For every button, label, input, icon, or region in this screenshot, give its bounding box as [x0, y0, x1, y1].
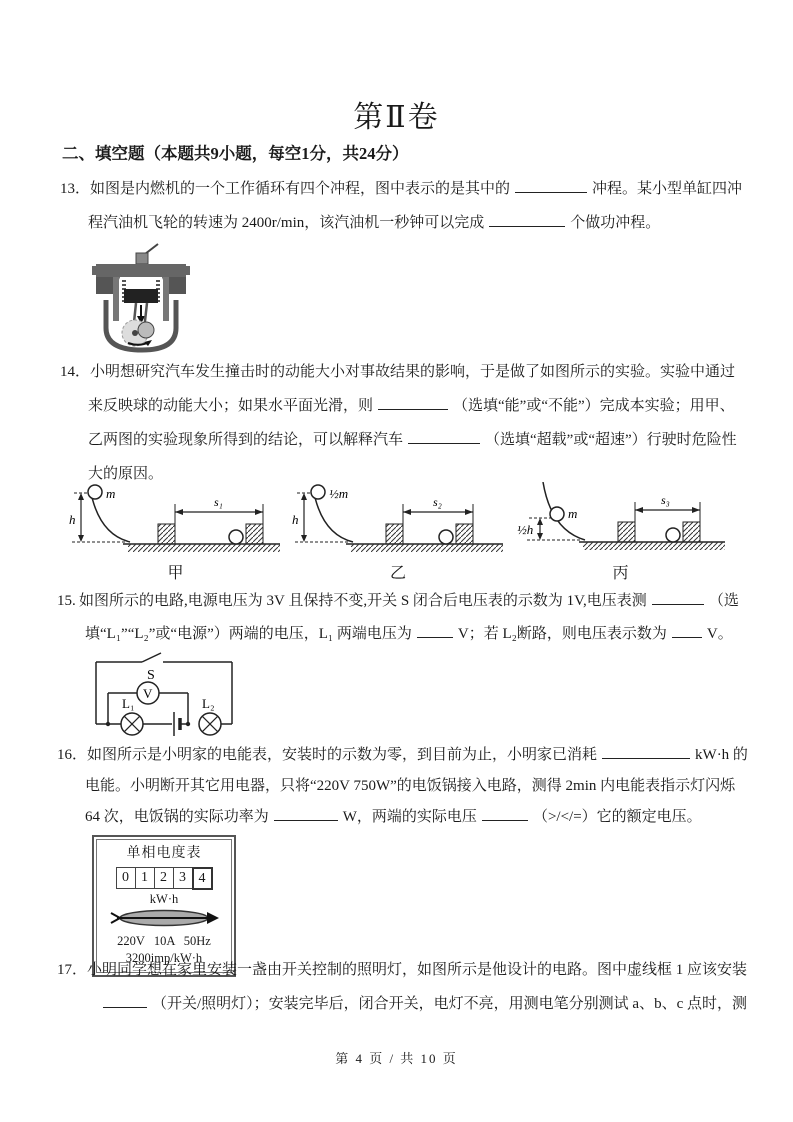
figure-jia-diagram: [68, 482, 283, 558]
meter-unit: kW·h: [149, 891, 179, 906]
question-16-number: 16．: [57, 747, 88, 763]
question-14-number: 14．: [60, 364, 91, 380]
figure-yi-diagram: [291, 482, 506, 558]
figure-jia-caption: 甲: [167, 565, 184, 582]
figure-yi-caption: 乙: [389, 565, 406, 582]
question-13-text: 如图是内燃机的一个工作循环有四个冲程，图中表示的是其中的: [90, 181, 511, 197]
page-footer: 第 4 页 / 共 10 页: [335, 1051, 458, 1066]
question-13-text: 冲程。某小型单缸四冲: [592, 181, 743, 197]
question-14-text: 小明想研究汽车发生撞击时的动能大小对事故结果的影响，于是做了如图所示的实验。实验中通过: [90, 364, 736, 380]
question-17-line-2: [57, 987, 747, 1021]
figure-bing-diagram: [513, 482, 728, 558]
question-13-line-1: [60, 172, 750, 206]
svg-text:s₃: s₃: [661, 493, 670, 507]
blank-field: [103, 992, 147, 1008]
svg-text:L₁: L₁: [122, 696, 135, 711]
blank-field: [417, 622, 453, 638]
question-15-number: 15.: [57, 593, 76, 609]
question-14-text: 来反映球的动能大小；如果水平面光滑，则: [88, 398, 374, 414]
question-17-text: 小明同学想在家里安装一盏由开关控制的照明灯，如图所示是他设计的电路。图中虚线框 1 应该安装: [87, 962, 748, 978]
blank-field: [378, 394, 448, 410]
blank-field: [408, 428, 480, 444]
question-13: [60, 172, 750, 240]
meter-digit: 0: [116, 867, 135, 889]
question-14-text: （选填“超载”或“超速”）行驶时危险性: [485, 432, 737, 448]
meter-digit: 2: [154, 867, 173, 889]
meter-title: 单相电度表: [126, 846, 202, 861]
question-15-line-1: [57, 585, 747, 618]
question-14-line-2: [60, 389, 750, 423]
question-16-line-3: [57, 802, 747, 833]
question-15-text: （选: [708, 593, 739, 609]
question-16-text: W，两端的实际电压: [342, 809, 477, 825]
svg-text:V: V: [143, 686, 153, 701]
question-13-number: 13．: [60, 181, 91, 197]
blank-field: [482, 805, 528, 821]
question-16: [57, 740, 747, 833]
meter-disk-icon: [107, 908, 221, 928]
figure-bing: [513, 482, 728, 583]
svg-text:s₂: s₂: [432, 495, 442, 509]
question-16-text: kW·h 的: [695, 747, 748, 763]
question-13-line-2: [60, 206, 750, 240]
question-16-line-1: [57, 740, 747, 771]
figure-bing-caption: 丙: [612, 565, 629, 582]
question-15-text: V。: [706, 626, 733, 642]
question-14-text: 乙两图的实验现象所得到的结论，可以解释汽车: [88, 432, 404, 448]
engine-diagram: [86, 242, 198, 354]
question-17-text: （开关/照明灯）；安装完毕后，闭合开关，电灯不亮，用测电笔分别测试 a、b、c 点时，测: [152, 996, 747, 1012]
question-16-text: 64 次，电饭锅的实际功率为: [85, 809, 269, 825]
svg-text:S: S: [147, 668, 155, 683]
question-14-text: （选填“能”或“不能”）完成本实验；用甲、: [453, 398, 735, 414]
question-15-text: 填“L₁”“L₂”或“电源”）两端的电压，L₁ 两端电压为: [85, 626, 412, 642]
question-16-text: 如图所示是小明家的电能表，安装时的示数为零，到目前为止，小明家已消耗: [87, 747, 598, 763]
svg-text:L₂: L₂: [202, 696, 215, 711]
question-14-text: 大的原因。: [88, 466, 164, 482]
meter-imp-rate: 3200imp/kW·h: [125, 950, 203, 965]
blank-field: [489, 211, 565, 227]
question-16-line-2: [57, 771, 747, 802]
blank-field: [274, 805, 338, 821]
blank-field: [602, 743, 690, 759]
figure-yi: [291, 482, 506, 583]
svg-text:h: h: [291, 512, 298, 527]
question-16-text: 电能。小明断开其它用电器，只将“220V 750W”的电饭锅接入电路，测得 2min 内电能表指示灯闪烁: [85, 778, 736, 794]
page-title: 第Ⅱ卷: [353, 101, 440, 134]
question-15-text: V；若 L₂断路，则电压表示数为: [457, 626, 667, 642]
experiment-figures: [68, 482, 728, 583]
meter-digit: 4: [192, 867, 213, 890]
question-14-line-3: [60, 423, 750, 457]
meter-digit: 1: [135, 867, 154, 889]
question-17: [57, 953, 747, 1021]
svg-text:s₁: s₁: [214, 495, 223, 509]
svg-text:½m: ½m: [328, 486, 348, 501]
meter-digit: 3: [173, 867, 192, 889]
meter-digit-register: [101, 867, 227, 890]
circuit-figure: [84, 646, 244, 743]
section-header: 二、填空题（本题共9小题，每空1分，共24分）: [62, 144, 409, 163]
engine-figure: [86, 242, 198, 359]
figure-jia: [68, 482, 283, 583]
blank-field: [672, 622, 702, 638]
question-17-number: 17．: [57, 962, 88, 978]
blank-field: [515, 177, 587, 193]
question-13-text: 程汽油机飞轮的转速为 2400r/min，该汽油机一秒钟可以完成: [88, 215, 485, 231]
question-17-line-1: [57, 953, 747, 987]
question-13-text: 个做功冲程。: [570, 215, 661, 231]
question-14: [60, 355, 750, 491]
question-16-text: （>/</=）它的额定电压。: [532, 809, 702, 825]
svg-text:m: m: [568, 506, 578, 521]
svg-text:m: m: [106, 486, 116, 501]
svg-text:h: h: [69, 512, 76, 527]
circuit-diagram: [84, 646, 244, 738]
svg-text:½h: ½h: [517, 522, 534, 537]
question-14-line-1: [60, 355, 750, 389]
meter-specs: 220V 10A 50Hz: [117, 933, 211, 948]
question-15: [57, 585, 747, 651]
blank-field: [652, 589, 704, 605]
question-15-text: 如图所示的电路,电源电压为 3V 且保持不变,开关 S 闭合后电压表的示数为 1V,电压表测: [79, 593, 647, 609]
